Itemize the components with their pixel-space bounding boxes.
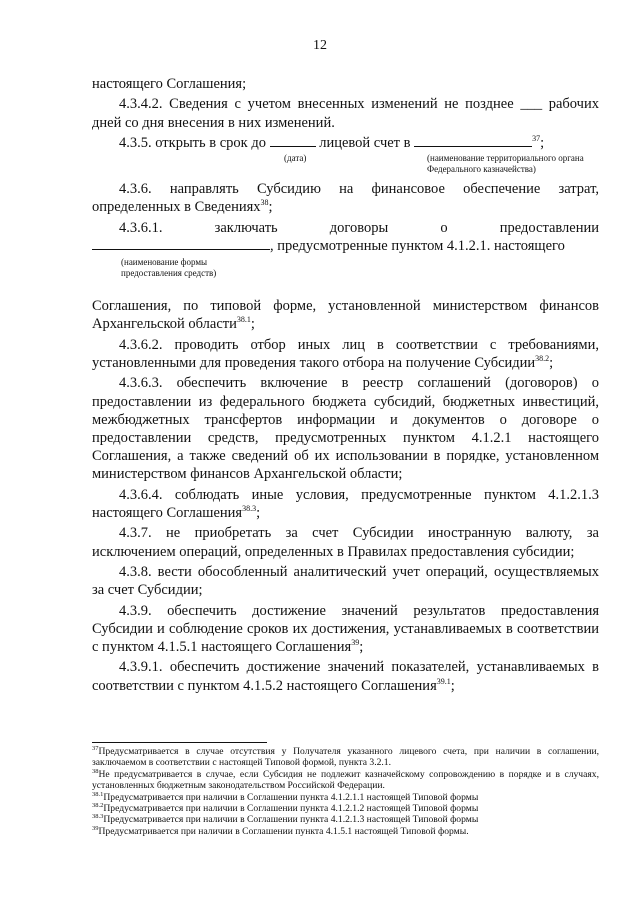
footnote: $^{38}$Не предусматривается в случае, если Субсидия не подлежит казначейскому сопровождению в порядке и в случаях, установленных бюджетным законодательством Российской Федерации. [92, 767, 599, 792]
footnote: $^{38.2}$Предусматривается при наличии в Соглашении пункта 4.1.2.1.2 настоящей Типовой формы [92, 802, 479, 815]
date-blank [270, 134, 316, 147]
paragraph-4-3-6-4: 4.3.6.4. соблюдать иные условия, предусмотренные пунктом 4.1.2.1.3 настоящего Соглашения$^{38.3}$; [92, 486, 599, 521]
paragraph-4-3-6-2: 4.3.6.2. проводить отбор иных лиц в соответствии с требованиями, установленными для проведения такого отбора на получение Субсидии$^{38.2}$; [92, 336, 599, 371]
field-captions [92, 152, 599, 178]
footnote-ref: 38.1 [236, 315, 251, 325]
footnote-mark: 38.1 [92, 790, 104, 798]
footnote-ref: 37 [532, 133, 541, 143]
paragraph-4-3-4-2: 4.3.4.2. Сведения с учетом внесенных изменений не позднее ___ рабочих дней со дня внесения в них изменений. [92, 96, 599, 131]
paragraph-4-3-6-3: 4.3.6.3. обеспечить включение в реестр соглашений (договоров) о предоставлении из федерального бюджета субсидий, бюджетных инвестиций, межбюджетных трансфертов информации и документов о договоре о предоставлении средств, предусмотренных пунктом 4.1.2.1 настоящего Соглашения, а также сведений об их использовании в порядке, установленном министерством финансов Архангельской области; [92, 375, 599, 483]
paragraph-4-3-6-1: 4.3.6.1. заключать договоры о предоставлении [119, 219, 599, 236]
paragraph-4-3-6-1-cont: , предусмотренные пунктом 4.1.2.1. настоящего [92, 237, 599, 255]
footnote: $^{38.3}$Предусматривается при наличии в Соглашении пункта 4.1.2.1.3 настоящей Типовой формы [92, 813, 479, 826]
footnote-mark: 37 [92, 745, 99, 752]
footnote-ref: 38.2 [535, 353, 550, 363]
date-caption: (дата) [284, 153, 307, 164]
footnotes [92, 746, 599, 837]
footnote-ref: 39.1 [436, 676, 451, 686]
footnote-mark: 39 [92, 824, 99, 832]
paragraph-4-3-6: 4.3.6. направлять Субсидию на финансовое обеспечение затрат, определенных в Сведениях$^{38}$; [92, 181, 599, 216]
footnote: $^{38.1}$Предусматривается при наличии в Соглашении пункта 4.1.2.1.1 настоящей Типовой формы [92, 790, 479, 803]
paragraph: настоящего Соглашения; [92, 76, 247, 92]
document-body [92, 75, 599, 697]
footnote-ref: 38.3 [242, 503, 257, 513]
page-number: 12 [313, 38, 327, 53]
footnote: $^{37}$Предусматривается в случае отсутствия у Получателя указанного лицевого счета, при наличии в соглашении, заключаемом в соответствии с настоящей Типовой формой, пункта 3.2.1. [92, 745, 599, 769]
footnote-mark: 38 [92, 767, 99, 775]
treasury-caption: (наименование территориального органа Федерального казначейства) [427, 153, 584, 175]
footnote-ref: 39 [351, 637, 360, 647]
footnote: $^{39}$Предусматривается при наличии в Соглашении пункта 4.1.5.1 настоящей Типовой формы. [92, 824, 469, 837]
paragraph-4-3-9: 4.3.9. обеспечить достижение значений результатов предоставления Субсидии и соблюдение сроков их достижения, устанавливаемых в соответствии с пунктом 4.1.5.1 настоящего Соглашения$^{39}$; [92, 602, 599, 655]
paragraph-4-3-7: 4.3.7. не приобретать за счет Субсидии иностранную валюту, за исключением операций, определенных в Правилах предоставления субсидии; [92, 525, 599, 560]
paragraph-4-3-5: 4.3.5. открыть в срок до лицевой счет в $^{37}$; [119, 133, 545, 151]
footnote-mark: 38.2 [92, 802, 104, 810]
paragraph-4-3-8: 4.3.8. вести обособленный аналитический учет операций, осуществляемых за счет Субсидии; [92, 563, 599, 599]
form-blank [92, 237, 270, 250]
paragraph-4-3-9-1: 4.3.9.1. обеспечить достижение значений показателей, устанавливаемых в соответствии с пунктом 4.1.5.2 настоящего Соглашения$^{39.1}$; [92, 659, 599, 694]
form-caption: (наименование формы предоставления средств) [121, 257, 217, 279]
footnote-ref: 38 [260, 198, 269, 208]
paragraph: Соглашения, по типовой форме, установленной министерством финансов Архангельской области$^{38.1}$; [92, 298, 599, 333]
footnote-mark: 38.3 [92, 813, 104, 821]
footnote-divider [92, 742, 267, 743]
treasury-blank [414, 134, 532, 147]
